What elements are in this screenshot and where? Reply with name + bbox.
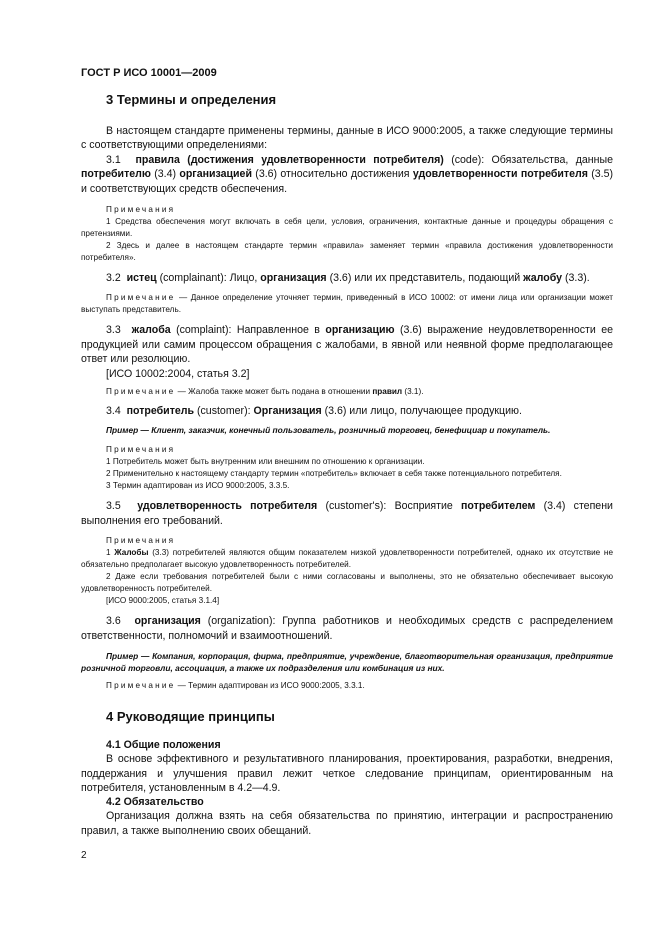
subsection-4-2-text: Организация должна взять на себя обязательства по принятию, интеграции и распространению правил, а также выполнению своих обещаний. bbox=[81, 810, 613, 837]
term-3-3-reference: [ИСО 10002:2004, статья 3.2] bbox=[106, 367, 250, 380]
document-body bbox=[81, 92, 613, 838]
page-number: 2 bbox=[81, 850, 87, 861]
notes-label: Примечания bbox=[106, 205, 176, 215]
example-3-4: Пример — Клиент, заказчик, конечный пользователь, розничный торговец, бенефициар и покупатель. bbox=[106, 425, 551, 436]
document-header: ГОСТ Р ИСО 10001—2009 bbox=[81, 67, 217, 79]
note-3-3: Примечание — Жалоба также может быть подана в отношении правил (3.1). bbox=[106, 387, 424, 397]
note-3-4-2: 2 Применительно к настоящему стандарту термин «потребитель» включает в себя также потенциального потребителя. bbox=[106, 469, 562, 479]
note-3-5-reference: [ИСО 9000:2005, статья 3.1.4] bbox=[106, 596, 220, 606]
note-3-2: Примечание — Данное определение уточняет термин, приведенный в ИСО 10002: от имени лица или организации может выступать представитель. bbox=[81, 293, 613, 315]
notes-label: Примечания bbox=[106, 445, 176, 455]
note-3-5-1: 1 Жалобы (3.3) потребителей являются общим показателем низкой удовлетворенности потребителей, однако их отсутствие не обязательно предполагает высокую удовлетворенность потребителей. bbox=[81, 548, 613, 570]
term-3-1: 3.1 правила (достижения удовлетворенности потребителя) (code): Обязательства, данные потребителю (3.4) организацией (3.6) относительно достижения удовлетворенности потребителя (3.5) и соответствующих средств обеспечения. bbox=[81, 153, 614, 195]
section-3-intro: В настоящем стандарте применены термины, данные в ИСО 9000:2005, а также следующие термины с соответствующими определениями: bbox=[81, 125, 613, 152]
section-3-heading: 3 Термины и определения bbox=[106, 92, 277, 107]
term-3-6: 3.6 организация (organization): Группа работников и необходимых средств с распределением ответственности, полномочий и взаимоотношений. bbox=[81, 615, 613, 642]
note-3-4-3: 3 Термин адаптирован из ИСО 9000:2005, 3.3.5. bbox=[106, 481, 290, 491]
note-3-1-1: 1 Средства обеспечения могут включать в себя цели, условия, ограничения, контактные данные и процедуры обращения с претензиями. bbox=[81, 217, 613, 239]
term-3-4: 3.4 потребитель (customer): Организация (3.6) или лицо, получающее продукцию. bbox=[106, 405, 522, 418]
note-3-6: Примечание — Термин адаптирован из ИСО 9000:2005, 3.3.1. bbox=[106, 681, 365, 691]
example-3-6: Пример — Компания, корпорация, фирма, предприятие, учреждение, благотворительная организация, предприятие розничной торговли, ассоциация, а также их подразделения или комбинация из них. bbox=[81, 651, 613, 674]
term-3-5: 3.5 удовлетворенность потребителя (customer's): Восприятие потребителем (3.4) степени выполнения его требований. bbox=[81, 500, 613, 527]
section-4-heading: 4 Руководящие принципы bbox=[106, 709, 275, 725]
term-3-2: 3.2 истец (complainant): Лицо, организация (3.6) или их представитель, подающий жалобу (3.3). bbox=[106, 272, 590, 285]
note-3-4-1: 1 Потребитель может быть внутренним или внешним по отношению к организации. bbox=[106, 457, 425, 467]
notes-label: Примечания bbox=[106, 536, 176, 546]
note-3-1-2: 2 Здесь и далее в настоящем стандарте термин «правила» заменяет термин «правила достижения удовлетворенности потребителя». bbox=[81, 241, 613, 263]
subsection-4-1-title: 4.1 Общие положения bbox=[106, 739, 221, 752]
note-3-5-2: 2 Даже если требования потребителей были с ними согласованы и выполнены, это не обязательно обеспечивает высокую удовлетворенность потребителей. bbox=[81, 572, 613, 594]
subsection-4-1-text: В основе эффективного и результативного планирования, проектирования, разработки, внедрения, поддержания и улучшения правил лежит четкое следование принципам, ориентированным на потребителя, установленным в 4.2—4.9. bbox=[81, 753, 613, 794]
subsection-4-2-title: 4.2 Обязательство bbox=[106, 796, 204, 809]
term-3-3: 3.3 жалоба (complaint): Направленное в организацию (3.6) выражение неудовлетворенности ее продукцией или самим процессом обращения с жалобами, в явной или неявной форме предполагающее ответ или резолюцию. bbox=[81, 324, 613, 366]
